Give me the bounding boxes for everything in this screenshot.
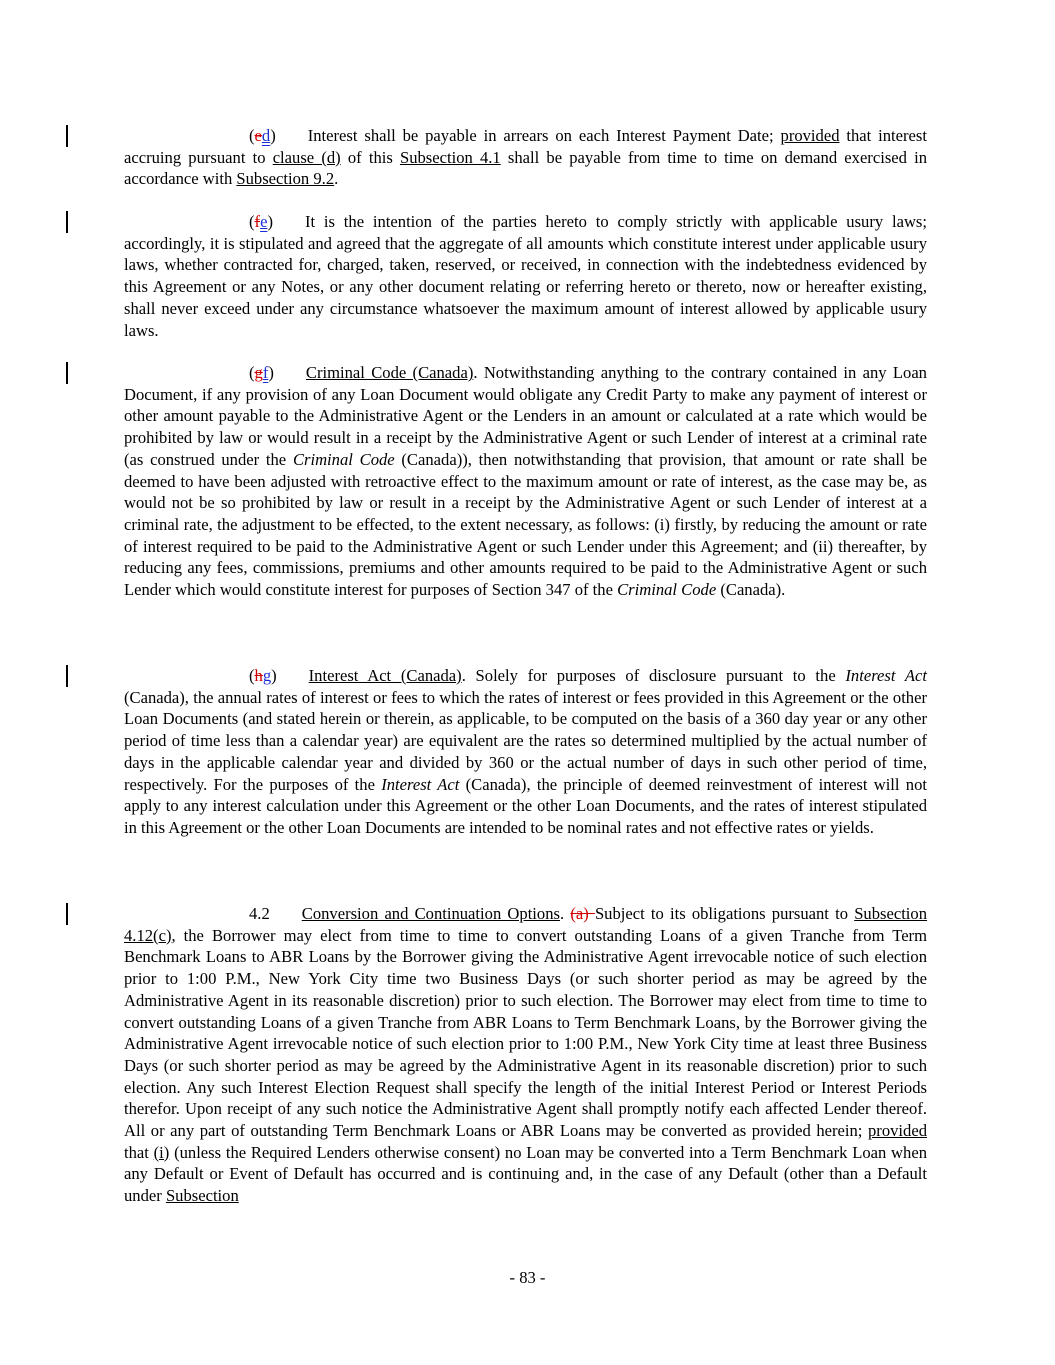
- section-heading: Interest Act (Canada): [308, 666, 462, 685]
- deleted-text: f: [254, 212, 261, 231]
- subsection-reference: Subsection 4.1: [399, 147, 501, 167]
- clause-reference: clause (d): [272, 147, 341, 167]
- subsection-reference: Subsection: [165, 1186, 239, 1206]
- deleted-text: g: [254, 363, 263, 382]
- deleted-text: e: [254, 126, 262, 145]
- change-bar: [66, 665, 68, 687]
- section-heading: Criminal Code (Canada): [305, 363, 474, 382]
- paragraph-g: (hg) Interest Act (Canada). Solely for purposes of disclosure pursuant to the Interest Act (Canada), the annual rates of interest or fees to which the rates of interest or fees provided in this Agreement or the other Loan Documents (and stated herein or therein, as applicable, to be computed on the basis of a 360 day year or any other period of time less than a calendar year) are equivalent are the rates so determined multiplied by the actual number of days in the applicable calendar year and divided by 360 or the actual number of days in such other period of time, respectively. For the purposes of the Interest Act (Canada), the principle of deemed reinvestment of interest will not apply to any interest calculation under this Agreement or the other Loan Documents, and the rates of interest stipulated in this Agreement or the other Loan Documents are intended to be nominal rates and not effective rates or yields.: [124, 666, 927, 837]
- paragraph-f: (gf) Criminal Code (Canada). Notwithstanding anything to the contrary contained in any Loan Document, if any provision of any Loan Document would obligate any Credit Party to make any payment of interest or other amount payable to the Administrative Agent or the Lenders in an amount or calculated at a rate which would be prohibited by law or would result in a receipt by the Administrative Agent or such Lender of interest at a criminal rate (as construed under the Criminal Code (Canada)), then notwithstanding that provision, that amount or rate shall be deemed to have been adjusted with retroactive effect to the maximum amount or rate of interest, as the case may be, as would not be so prohibited by law or result in a receipt by the Administrative Agent or such Lender of interest at a criminal rate, the adjustment to be effected, to the extent necessary, as follows: (i) firstly, by reducing the amount or rate of interest required to be paid to the Administrative Agent or such Lender under this Agreement; and (ii) thereafter, by reducing any fees, commissions, premiums and other amounts required to be paid to the Administrative Agent or such Lender which would constitute interest for purposes of Section 347 of the Criminal Code (Canada).: [124, 363, 928, 600]
- change-bar: [66, 125, 68, 147]
- deleted-text: (a): [570, 904, 595, 923]
- change-bar: [66, 211, 68, 233]
- change-bar: [66, 903, 68, 925]
- paragraph-d: (ed) Interest shall be payable in arrears on each Interest Payment Date; provided that interest accruing pursuant to clause (d) of this Subsection 4.1 shall be payable from time to time on demand exercised in accordance with Subsection 9.2.: [124, 126, 928, 189]
- inserted-text: d: [261, 126, 271, 145]
- inserted-text: e: [260, 212, 268, 231]
- section-4-2: 4.2 Conversion and Continuation Options. (a) Subject to its obligations pursuant to Subsection 4.12(c), the Borrower may elect from time to time to convert outstanding Loans of a given Tranche from Term Benchmark Loans to ABR Loans by the Borrower giving the Administrative Agent irrevocable notice of such election prior to 1:00 P.M., New York City time two Business Days (or such shorter period as may be agreed by the Administrative Agent in its reasonable discretion) prior to such election. The Borrower may elect from time to time to convert outstanding Loans of a given Tranche from ABR Loans to Term Benchmark Loans, by the Borrower giving the Administrative Agent irrevocable notice of such election prior to 1:00 P.M., New York City time at least three Business Days (or such shorter period as may be agreed by the Administrative Agent in its reasonable discretion) prior to such election. Any such Interest Election Request shall specify the length of the initial Interest Period or Interest Periods therefor. Upon receipt of any such notice the Administrative Agent shall promptly notify each affected Lender thereof. All or any part of outstanding Term Benchmark Loans or ABR Loans may be converted as provided herein; provided that (i) (unless the Required Lenders otherwise consent) no Loan may be converted into a Term Benchmark Loan when any Default or Event of Default has occurred and is continuing and, in the case of any Default (other than a Default under Subsection: [124, 904, 928, 1206]
- section-heading: Conversion and Continuation Options: [301, 904, 560, 923]
- inserted-text: g: [262, 666, 272, 685]
- section-number: 4.2: [249, 904, 270, 923]
- subsection-reference: Subsection 9.2: [236, 169, 335, 189]
- inserted-text: f: [262, 363, 269, 382]
- page-number: - 83 -: [509, 1268, 546, 1287]
- change-bar: [66, 362, 68, 384]
- provided-term: provided: [868, 1121, 927, 1141]
- provided-term: provided: [780, 126, 840, 145]
- deleted-text: h: [254, 666, 263, 685]
- subsection-reference: Subsection 4.12: [124, 904, 928, 945]
- paragraph-e: (fe) It is the intention of the parties hereto to comply strictly with applicable usury laws; accordingly, it is stipulated and agreed that the aggregate of all amounts which constitute interest under applicable usury laws, whether contracted for, charged, taken, reserved, or received, in connection with the indebtedness evidenced by this Agreement or any Notes, or any other document relating or referring hereto or thereto, now or hereafter existing, shall never exceed under any circumstance whatsoever the maximum amount of interest allowed by applicable usury laws.: [124, 212, 927, 340]
